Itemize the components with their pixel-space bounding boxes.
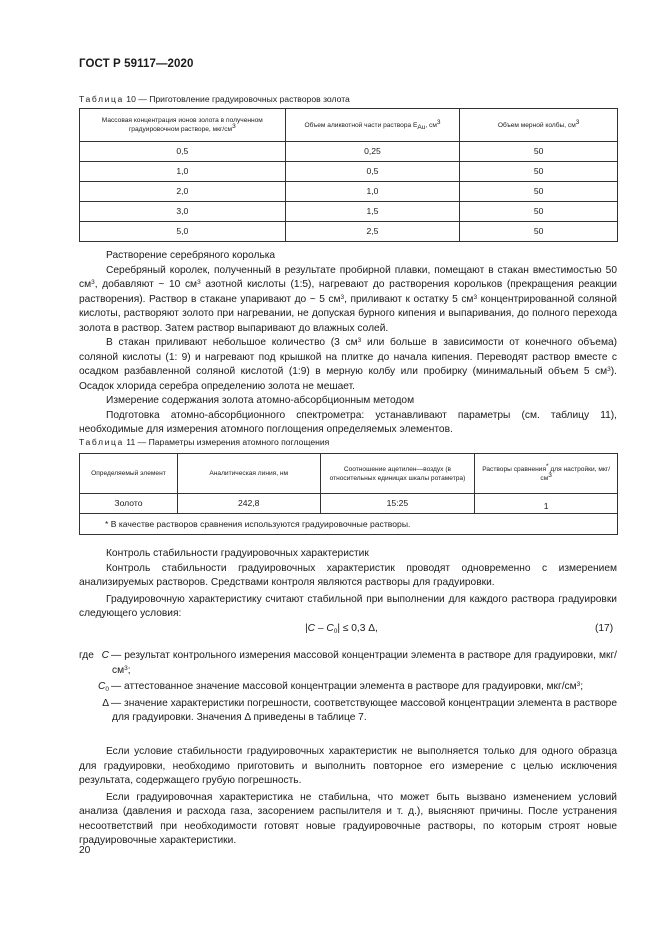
- standard-header: ГОСТ Р 59117—2020: [79, 58, 194, 70]
- paragraph: Контроль стабильности градуировочных характеристик проводят одновременно с измерением анализируемых растворов. Средствами контроля являются растворы для градуировки.: [79, 562, 617, 588]
- table11-caption-text: 11 — Параметры измерения атомного поглощения: [126, 437, 330, 447]
- table-cell: 0,5: [80, 142, 286, 162]
- formula-number: (17): [595, 623, 614, 634]
- gold-dissolution-section: [79, 249, 617, 438]
- table11: [79, 453, 618, 535]
- table-cell: 1: [475, 494, 618, 514]
- paragraph: В стакан приливают небольшое количество (3 $см^3$ или больше в зависимости от конечного объема) соляной кислоты (1: 9) и нагревают под крышкой на плитке до начала кипения. Переводят раствор вместе с осадком разбавленной соляной кислотой (1:9) в мерную колбу или пробирку (минимальный объем 5 $см^3$). Осадок хлорида серебра определению золота не мешает.: [79, 337, 618, 392]
- legend-item: [79, 680, 617, 695]
- table10-caption-text: 10 — Приготовление градуировочных растворов золота: [126, 94, 350, 104]
- legend-description: — аттестованное значение массовой концентрации элемента в растворе для градуировки, мкг/$см^3$;: [111, 681, 584, 692]
- table-row: [80, 182, 618, 202]
- table10-caption: [79, 94, 350, 104]
- table10-header-flask-volume: Объем мерной колбы, $см^3$: [460, 109, 618, 142]
- section-heading: Измерение содержания золота атомно-абсорбционным методом: [106, 395, 415, 406]
- table-row: [80, 142, 618, 162]
- paragraph: Серебряный королек, полученный в результате пробирной плавки, помещают в стакан вместимостью 50 $см^3$, добавляют ~ 10 $см^3$ азотной кислоты (1:5), нагревают до растворения корольков (прекращения реакции растворения). Раствор в стакане упаривают до ~ 5 $см^3$, приливают к остатку 5 $см^3$ концентрированной соляной кислоты, растворяют золото при нагревании, не допуская бурного кипения и выпаривания, до полного перехода золота в раствор. Затем раствор выпаривают до влажных солей.: [79, 264, 618, 334]
- table10: [79, 108, 618, 242]
- table-cell: 50: [460, 202, 618, 222]
- table-cell: 5,0: [80, 222, 286, 242]
- table11-footnote: * В качестве растворов сравнения используются градуировочные растворы.: [80, 514, 618, 535]
- paragraph: Градуировочную характеристику считают стабильной при выполнении для каждого раствора градуировки следующего условия:: [79, 593, 617, 619]
- table10-caption-word: Таблица: [79, 94, 124, 104]
- paragraph: Подготовка атомно-абсорбционного спектрометра: устанавливают параметры (см. таблицу 11), необходимые для измерения атомного поглощения определяемых элементов.: [79, 409, 617, 435]
- table-cell: 50: [460, 142, 618, 162]
- table-cell: 1,5: [285, 202, 460, 222]
- table10-header-aliquot: Объем аликвотной части раствора $Е_{Au}$, $см^3$: [285, 109, 460, 142]
- legend-symbol: Δ: [102, 697, 109, 709]
- table-cell: 0,25: [285, 142, 460, 162]
- table-cell: 1,0: [80, 162, 286, 182]
- table10-header-row: [80, 109, 618, 142]
- legend-item: [79, 649, 617, 678]
- page-number: 20: [79, 845, 91, 856]
- paragraph: Если градуировочная характеристика не стабильна, что может быть вызвано изменением условий анализа (давления и расхода газа, засорением распылителя и т. д.), выясняют причины. После устранения несоответствий при необходимости готовят новые градуировочные растворы, по которым строят новые градуировочные характеристики.: [79, 791, 617, 846]
- section-heading: Контроль стабильности градуировочных характеристик: [106, 548, 369, 559]
- where-word: где: [79, 650, 94, 661]
- legend-description: — результат контрольного измерения массовой концентрации элемента в растворе для градуировки, мкг/$см^3$;: [111, 650, 617, 676]
- legend-description: — значение характеристики погрешности, соответствующее массовой концентрации элемента в растворе для градуировки. Значения Δ приведены в таблице 7.: [111, 697, 617, 723]
- table-cell: 50: [460, 222, 618, 242]
- table11-caption: [79, 437, 329, 447]
- table11-header-element: Определяемый элемент: [80, 454, 178, 494]
- table-cell: Золото: [80, 494, 178, 514]
- table-cell: 3,0: [80, 202, 286, 222]
- table10-header-concentration: Массовая концентрация ионов золота в полученном градуировочном растворе, мкг/$см^3$: [80, 109, 286, 142]
- table11-footnote-row: [80, 514, 618, 535]
- table11-header-line: Аналитическая линия, нм: [177, 454, 320, 494]
- table11-header-row: [80, 454, 618, 494]
- table-row: [80, 202, 618, 222]
- section-heading: Растворение серебряного королька: [106, 250, 276, 261]
- table-row: [80, 222, 618, 242]
- legend-symbol: C: [101, 650, 109, 661]
- table-row: [80, 162, 618, 182]
- stability-control-section: [79, 547, 617, 622]
- table-cell: 1,0: [285, 182, 460, 202]
- table-cell: 50: [460, 182, 618, 202]
- table-cell: 2,0: [80, 182, 286, 202]
- table-cell: 242,8: [177, 494, 320, 514]
- legend-item: [79, 697, 617, 726]
- paragraph: Если условие стабильности градуировочных характеристик не выполняется только для одного образца для градуировки, необходимо приготовить и выполнить повторное его измерение с целью исключения результата, содержащего грубую погрешность.: [79, 746, 617, 786]
- table11-header-ratio: Соотношение ацетилен—воздух (в относительных единицах шкалы ротаметра): [320, 454, 475, 494]
- table11-header-reference: Растворы сравнения* для настройки, мкг/$см^3$: [475, 454, 618, 494]
- table-cell: 50: [460, 162, 618, 182]
- table11-caption-word: Таблица: [79, 437, 124, 447]
- closing-section: [79, 745, 617, 849]
- variables-legend: [79, 649, 617, 726]
- table-cell: 2,5: [285, 222, 460, 242]
- formula-17: $|C - C_0| \le 0,3$ Δ,: [305, 623, 378, 635]
- table-cell: 0,5: [285, 162, 460, 182]
- table-cell: 15:25: [320, 494, 475, 514]
- legend-symbol: $C_0$: [98, 681, 109, 693]
- table-row: [80, 494, 618, 514]
